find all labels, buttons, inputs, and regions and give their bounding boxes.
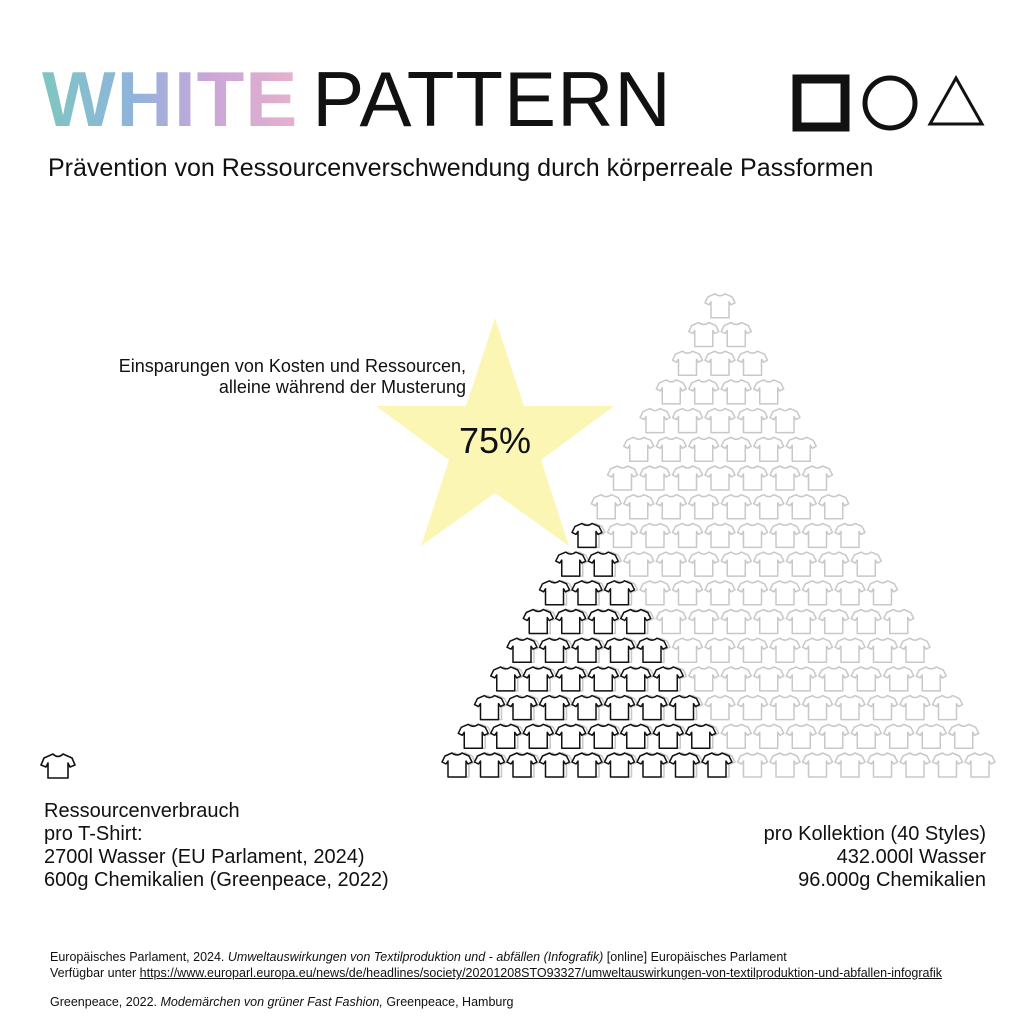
- tshirt-icon: [640, 523, 670, 547]
- tshirt-icon: [689, 610, 719, 634]
- tshirt-icon: [738, 638, 768, 662]
- reference-2: [50, 994, 1010, 1010]
- tshirt-icon: [640, 581, 670, 605]
- tshirt-icon: [835, 753, 865, 777]
- tshirt-icon: [689, 323, 719, 347]
- tshirt-icon: [868, 638, 898, 662]
- tshirt-icon: [786, 495, 816, 519]
- tshirt-icon: [770, 523, 800, 547]
- tshirt-icon: [673, 466, 703, 490]
- tshirt-icon: [916, 724, 946, 748]
- tshirt-icon: [884, 667, 914, 691]
- tshirt-icon: [705, 638, 735, 662]
- tshirt-icon: [721, 667, 751, 691]
- per-tshirt-info: [44, 800, 389, 892]
- tshirt-icon: [803, 753, 833, 777]
- ref2-prefix: Greenpeace, 2022.: [50, 995, 161, 1009]
- tshirt-icon: [868, 696, 898, 720]
- savings-label-line1: Einsparungen von Kosten und Ressourcen,: [118, 356, 466, 376]
- tshirt-icon: [835, 696, 865, 720]
- tshirt-icon: [738, 581, 768, 605]
- ref2-title: Modemärchen von grüner Fast Fashion,: [160, 995, 383, 1009]
- tshirt-icon: [738, 351, 768, 375]
- ref1-suffix: [online] Europäisches Parlament: [603, 950, 787, 964]
- per-tshirt-line1: Ressourcenverbrauch: [44, 800, 240, 822]
- tshirt-icon: [819, 495, 849, 519]
- tshirt-icon: [656, 610, 686, 634]
- tshirt-icon: [721, 380, 751, 404]
- tshirt-icon: [770, 409, 800, 433]
- tshirt-icon: [705, 351, 735, 375]
- tshirt-icon: [705, 294, 735, 318]
- tshirt-icon: [721, 610, 751, 634]
- tshirt-icon: [673, 581, 703, 605]
- tshirt-icon: [770, 466, 800, 490]
- tshirt-icon: [835, 581, 865, 605]
- tshirt-icon: [608, 523, 638, 547]
- tshirt-icon: [786, 724, 816, 748]
- per-collection-info: [640, 823, 986, 892]
- tshirt-icon: [721, 724, 751, 748]
- tshirt-icon: [884, 610, 914, 634]
- tshirt-icon: [916, 667, 946, 691]
- tshirt-icon: [754, 437, 784, 461]
- tshirt-icon: [803, 638, 833, 662]
- tshirt-icon: [754, 724, 784, 748]
- reference-1: [50, 949, 1010, 981]
- savings-label-line2: alleine während der Musterung: [218, 377, 466, 397]
- per-tshirt-chemicals: 600g Chemikalien (Greenpeace, 2022): [44, 869, 389, 891]
- tshirt-icon: [819, 552, 849, 576]
- tshirt-icon: [640, 409, 670, 433]
- tshirt-icon: [965, 753, 995, 777]
- logo-pattern: PATTERN: [312, 55, 672, 143]
- tshirt-icon: [900, 638, 930, 662]
- tshirt-icon: [803, 696, 833, 720]
- tshirt-icon: [705, 409, 735, 433]
- tshirt-icon: [819, 667, 849, 691]
- tshirt-icon: [656, 495, 686, 519]
- tshirt-icon: [754, 667, 784, 691]
- tshirt-icon: [721, 437, 751, 461]
- tshirt-icon: [738, 523, 768, 547]
- tshirt-icon: [738, 466, 768, 490]
- per-tshirt-water: 2700l Wasser (EU Parlament, 2024): [44, 846, 365, 868]
- ref1-url-link[interactable]: https://www.europarl.europa.eu/news/de/headlines/society/20201208STO93327/umweltauswirkungen-von-textilproduktion-und-abfallen-infografik: [139, 966, 942, 980]
- tshirt-icon: [851, 724, 881, 748]
- tshirt-icon: [673, 638, 703, 662]
- tshirt-icon: [656, 437, 686, 461]
- per-collection-line1: pro Kollektion (40 Styles): [763, 823, 986, 845]
- per-collection-water: 432.000l Wasser: [836, 846, 986, 868]
- tshirt-icon: [770, 581, 800, 605]
- tshirt-icon: [624, 495, 654, 519]
- tshirt-icon: [689, 552, 719, 576]
- tshirt-icon: [786, 437, 816, 461]
- tshirt-icon: [738, 696, 768, 720]
- tshirt-icon: [884, 724, 914, 748]
- tshirt-icon: [624, 437, 654, 461]
- tshirt-icon: [721, 552, 751, 576]
- tshirt-icon: [835, 638, 865, 662]
- tshirt-icon: [933, 696, 963, 720]
- tshirt-icon: [835, 523, 865, 547]
- tshirt-icon: [770, 753, 800, 777]
- tshirt-icon: [754, 495, 784, 519]
- tshirt-icon: [689, 437, 719, 461]
- tshirt-icon: [705, 581, 735, 605]
- tshirt-icon: [673, 409, 703, 433]
- tshirt-icon: [754, 610, 784, 634]
- tshirt-icon: [40, 752, 76, 780]
- tshirt-icon: [803, 523, 833, 547]
- per-tshirt-line2: pro T-Shirt:: [44, 823, 143, 845]
- ref1-prefix: Europäisches Parlament, 2024.: [50, 950, 228, 964]
- tshirt-icon: [900, 696, 930, 720]
- tshirt-icon: [624, 552, 654, 576]
- logo-white: WHITE: [42, 55, 299, 143]
- tshirt-icon: [803, 466, 833, 490]
- tshirt-icon: [689, 667, 719, 691]
- tshirt-icon: [689, 495, 719, 519]
- tshirt-icon: [705, 466, 735, 490]
- tshirt-icon: [900, 753, 930, 777]
- tshirt-icon: [786, 667, 816, 691]
- tshirt-icon: [770, 696, 800, 720]
- tshirt-icon: [851, 552, 881, 576]
- references: [50, 949, 1010, 1010]
- ref1-title: Umweltauswirkungen von Textilproduktion und - abfällen (Infografik): [227, 950, 604, 964]
- tshirt-icon: [949, 724, 979, 748]
- per-collection-chemicals: 96.000g Chemikalien: [798, 869, 986, 891]
- tshirt-icon: [754, 552, 784, 576]
- tshirt-icon: [705, 696, 735, 720]
- tshirt-icon: [819, 610, 849, 634]
- tshirt-icon: [868, 753, 898, 777]
- subtitle: Prävention von Ressourcenverschwendung durch körperreale Passformen: [48, 154, 874, 182]
- tshirt-icon: [770, 638, 800, 662]
- tshirt-icon: [819, 724, 849, 748]
- tshirt-icon: [803, 581, 833, 605]
- savings-percentage: 75%: [458, 420, 532, 461]
- tshirt-icon: [591, 495, 621, 519]
- ref2-suffix: Greenpeace, Hamburg: [382, 995, 514, 1009]
- tshirt-icon: [721, 495, 751, 519]
- tshirt-icon: [656, 552, 686, 576]
- tshirt-icon: [933, 753, 963, 777]
- tshirt-icon: [738, 409, 768, 433]
- tshirt-icon: [640, 466, 670, 490]
- tshirt-icon: [754, 380, 784, 404]
- tshirt-icon: [786, 610, 816, 634]
- tshirt-icon: [689, 380, 719, 404]
- tshirt-icon: [786, 552, 816, 576]
- tshirt-icon: [851, 667, 881, 691]
- tshirt-icon: [738, 753, 768, 777]
- ref1-line2-prefix: Verfügbar unter: [50, 966, 140, 980]
- tshirt-icon: [851, 610, 881, 634]
- tshirt-icon: [608, 466, 638, 490]
- tshirt-icon: [705, 523, 735, 547]
- tshirt-icon: [721, 323, 751, 347]
- tshirt-icon: [868, 581, 898, 605]
- tshirt-icon: [673, 523, 703, 547]
- tshirt-icon: [656, 380, 686, 404]
- tshirt-icon: [673, 351, 703, 375]
